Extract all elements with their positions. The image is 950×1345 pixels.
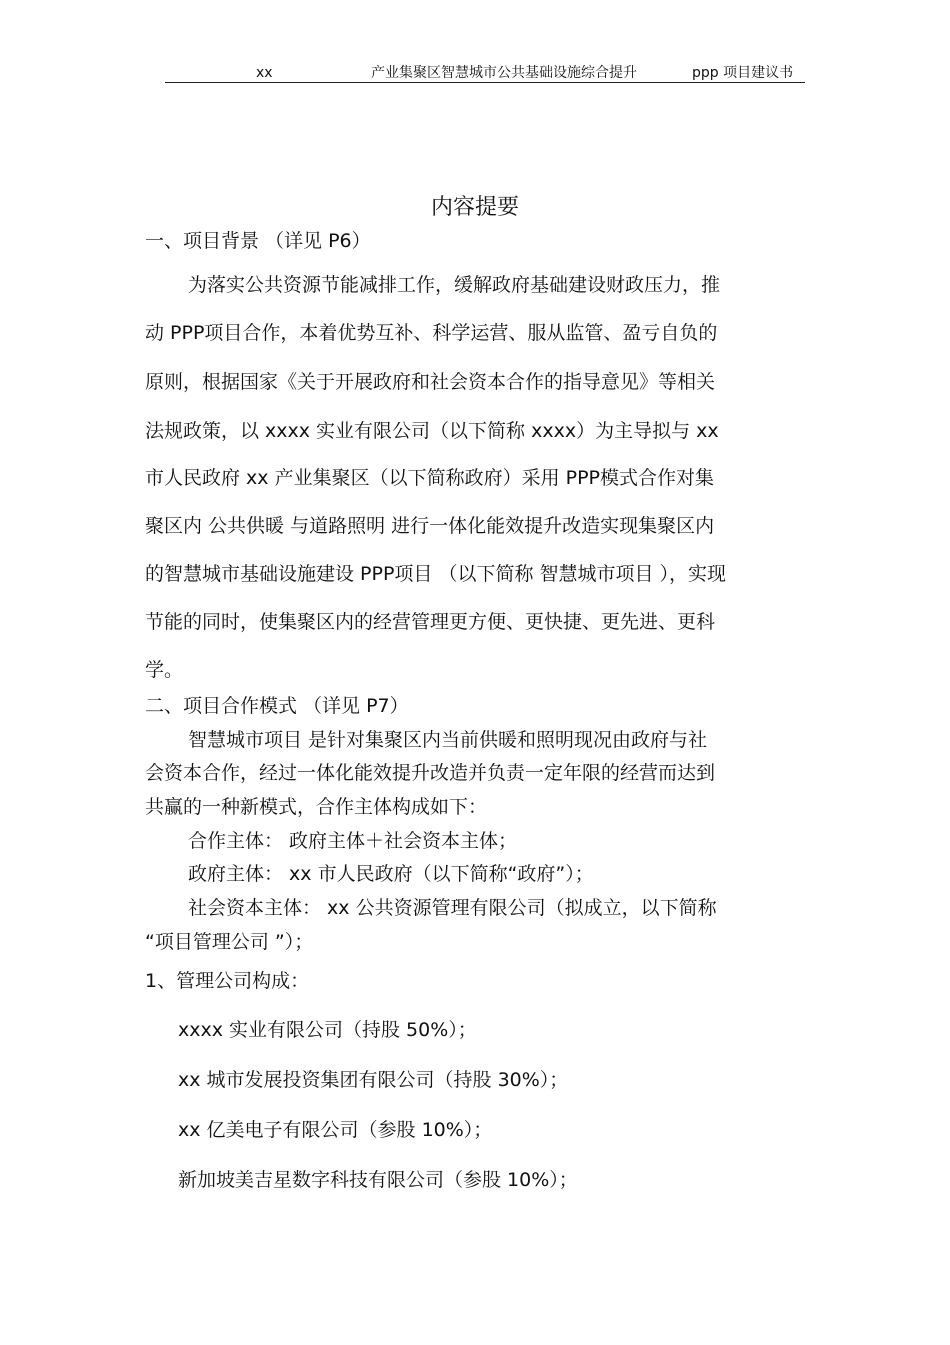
paragraph-line: 的智慧城市基础设施建设 PPP项目 （以下简称 智慧城市项目 ），实现 [145,563,727,585]
shareholder-item: xxxx 实业有限公司（持股 50%）； [178,1019,477,1041]
page-title: 内容提要 [430,195,519,220]
shareholder-item: xx 城市发展投资集团有限公司（持股 30%）； [178,1069,569,1091]
paragraph-line: 节能的同时，使集聚区内的经营管理更方便、更快捷、更先进、更科 [145,611,716,633]
subject-line: “项目管理公司 ”）； [145,931,314,953]
paragraph-line: 市人民政府 xx 产业集聚区（以下简称政府）采用 PPP模式合作对集 [145,467,714,489]
header-rule [165,82,805,83]
shareholder-item: xx 亿美电子有限公司（参股 10%）； [178,1119,493,1141]
shareholder-item: 新加坡美吉星数字科技有限公司（参股 10%）； [178,1169,578,1191]
subject-line: 社会资本主体： xx 公共资源管理有限公司（拟成立，以下简称 [188,897,717,919]
section-heading-background: 一、项目背景 （详见 P6） [145,230,371,252]
paragraph-line: 智慧城市项目 是针对集聚区内当前供暖和照明现况由政府与社 [188,729,708,751]
paragraph-line: 学。 [145,659,184,681]
section-heading-cooperation: 二、项目合作模式 （详见 P7） [145,695,409,717]
header-center: 产业集聚区智慧城市公共基础设施综合提升 [371,65,637,81]
paragraph-line: 共赢的一种新模式，合作主体构成如下： [145,796,488,818]
section-heading-company: 1、管理公司构成： [145,970,310,992]
paragraph-line: 原则，根据国家《关于开展政府和社会资本合作的指导意见》等相关 [145,371,716,393]
header-left: xx [256,65,273,81]
subject-line: 合作主体： 政府主体＋社会资本主体； [188,830,518,852]
header-right: ppp 项目建议书 [692,65,794,81]
paragraph-line: 会资本合作，经过一体化能效提升改造并负责一定年限的经营而达到 [145,762,716,784]
paragraph-line: 聚区内 公共供暖 与道路照明 进行一体化能效提升改造实现集聚区内 [145,515,715,537]
paragraph-line: 为落实公共资源节能减排工作，缓解政府基础建设财政压力，推 [188,274,721,296]
paragraph-line: 动 PPP项目合作，本着优势互补、科学运营、服从监管、盈亏自负的 [145,322,718,344]
subject-line: 政府主体： xx 市人民政府（以下简称“政府”）； [188,863,594,885]
paragraph-line: 法规政策，以 xxxx 实业有限公司（以下简称 xxxx）为主导拟与 xx [145,420,719,442]
